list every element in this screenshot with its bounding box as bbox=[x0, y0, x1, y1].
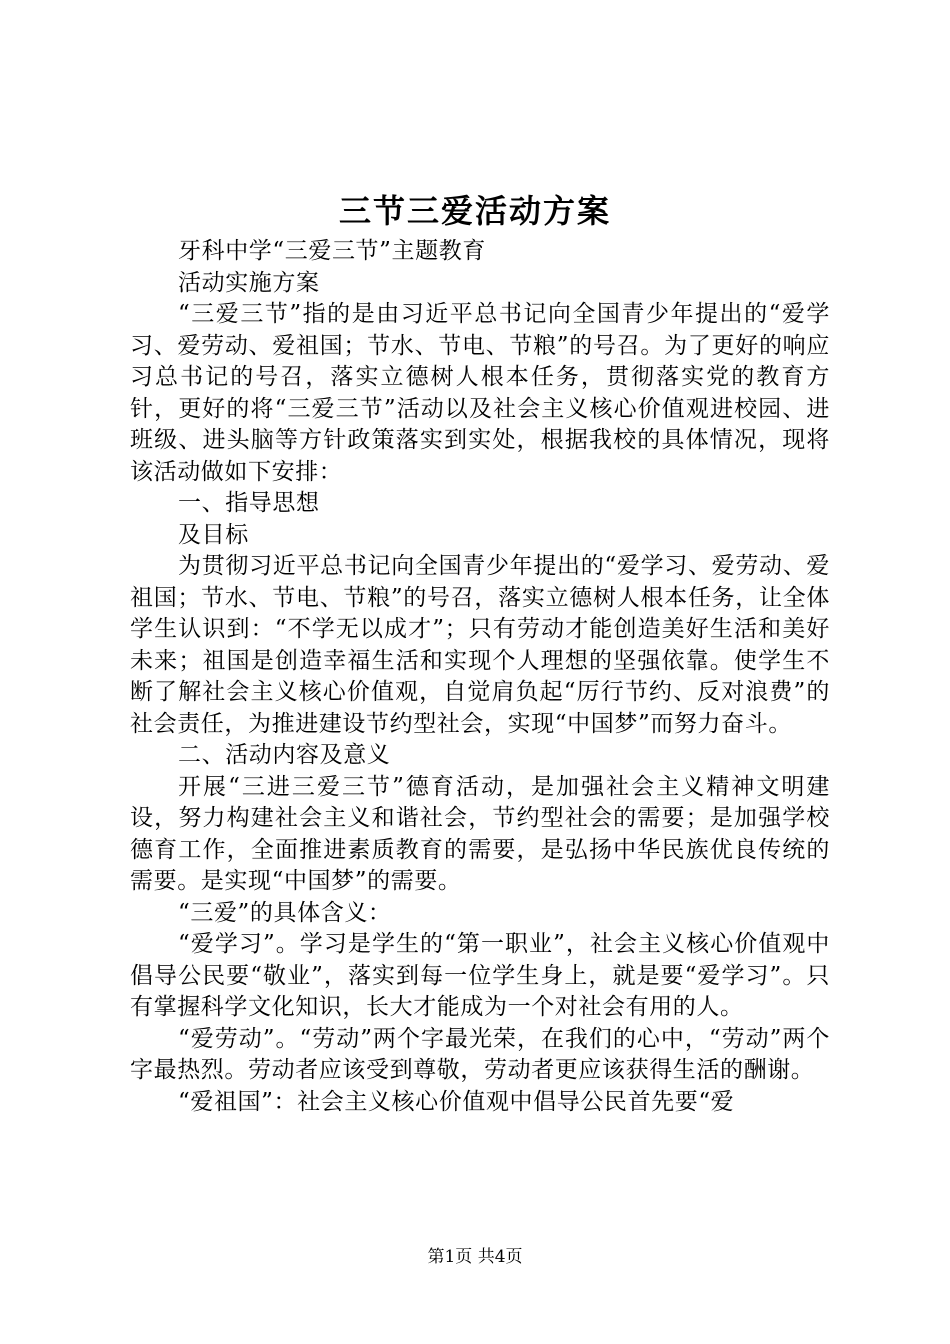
paragraph-love-country: “爱祖国”：社会主义核心价值观中倡导公民首先要“爱 bbox=[178, 1088, 735, 1115]
document-title: 三节三爱活动方案 bbox=[338, 192, 611, 230]
paragraph-guiding: 为贯彻习近平总书记向全国青少年提出的“爱学习、爱劳动、爱祖国；节水、节电、节粮”的号召，落实立德树人根本任务，让全体学生认识到：“不学无以成才”；只有劳动才能创造美好生活和美好未来；祖国是创造幸福生活和实现个人理想的坚强依靠。使学生不断了解社会主义核心价值观，自觉肩负起“厉行节约、反对浪费”的社会责任，为推进建设节约型社会，实现“中国梦”而努力奋斗。 bbox=[130, 553, 830, 737]
page-footer: 第1页 共4页 bbox=[427, 1247, 523, 1267]
section-heading-2: 二、活动内容及意义 bbox=[178, 742, 391, 768]
subheading-three-loves: “三爱”的具体含义： bbox=[178, 899, 392, 926]
section-heading-1: 一、指导思想 bbox=[178, 490, 320, 516]
paragraph-love-labor: “爱劳动”。“劳动”两个字最光荣，在我们的心中，“劳动”两个字最热烈。劳动者应该受到尊敬，劳动者更应该获得生活的酬谢。 bbox=[130, 1025, 830, 1083]
subtitle-line-2: 活动实施方案 bbox=[178, 269, 320, 296]
document-body bbox=[130, 236, 830, 1118]
paragraph-content: 开展“三进三爱三节”德育活动，是加强社会主义精神文明建设，努力构建社会主义和谐社会，节约型社会的需要；是加强学校德育工作，全面推进素质教育的需要，是弘扬中华民族优良传统的需要。是实现“中国梦”的需要。 bbox=[130, 773, 830, 894]
paragraph-intro: “三爱三节”指的是由习近平总书记向全国青少年提出的“爱学习、爱劳动、爱祖国；节水、节电、节粮”的号召。为了更好的响应习总书记的号召，落实立德树人根本任务，贯彻落实党的教育方针，更好的将“三爱三节”活动以及社会主义核心价值观进校园、进班级、进头脑等方针政策落实到实处，根据我校的具体情况，现将该活动做如下安排： bbox=[130, 301, 830, 485]
subtitle-line-1: 牙科中学“三爱三节”主题教育 bbox=[178, 238, 486, 264]
section-heading-1-cont: 及目标 bbox=[178, 521, 249, 548]
paragraph-love-study: “爱学习”。学习是学生的“第一职业”，社会主义核心价值观中倡导公民要“敬业”，落实到每一位学生身上，就是要“爱学习”。只有掌握科学文化知识，长大才能成为一个对社会有用的人。 bbox=[130, 931, 830, 1020]
